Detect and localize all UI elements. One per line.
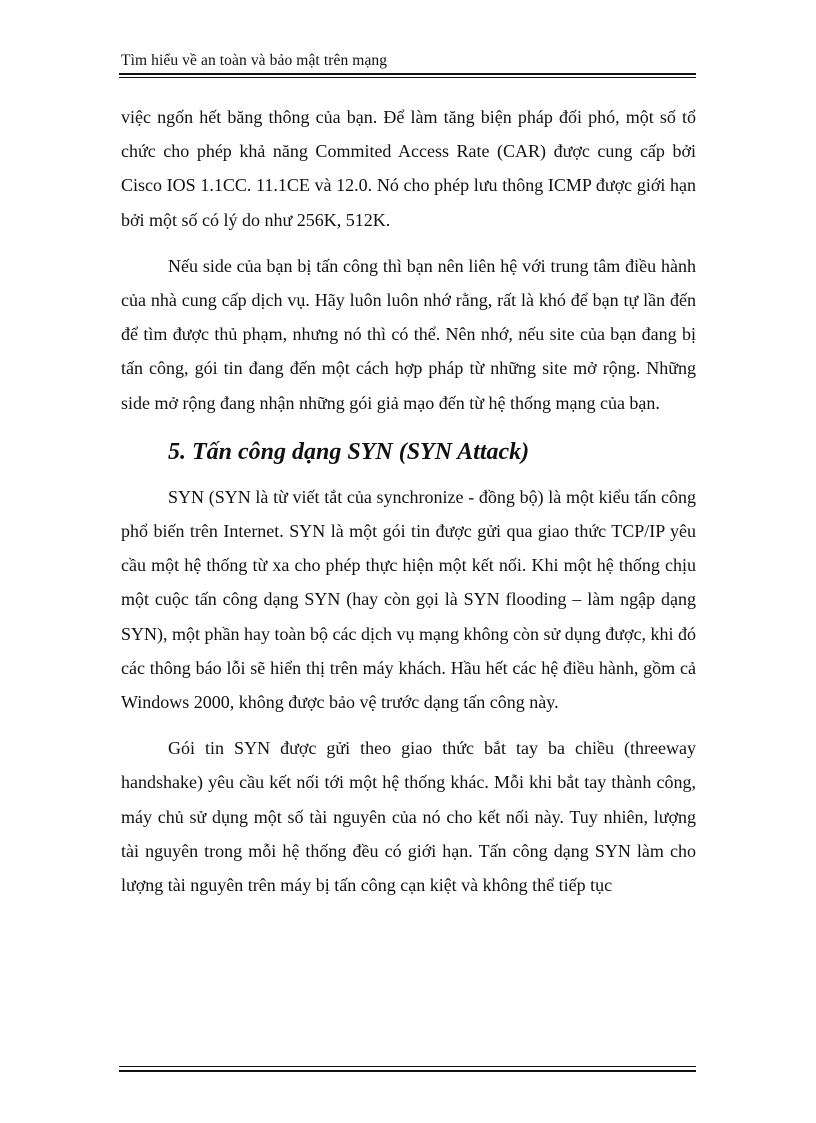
footer-rule: [119, 1066, 696, 1072]
header-rule: [119, 73, 696, 78]
paragraph-syn-definition: SYN (SYN là từ viết tắt của synchronize - đồng bộ) là một kiểu tấn công phổ biến trên Internet. SYN là một gói tin được gửi qua giao thức TCP/IP yêu cầu một hệ thống từ xa cho phép thực hiện một kết nối. Khi một hệ thống chịu một cuộc tấn công dạng SYN (hay còn gọi là SYN flooding – làm ngập dạng SYN), một phần hay toàn bộ các dịch vụ mạng không còn sử dụng được, khi đó các thông báo lỗi sẽ hiển thị trên máy khách. Hầu hết các hệ điều hành, gồm cả Windows 2000, không được bảo vệ trước dạng tấn công này.: [121, 486, 696, 713]
page-body: [121, 100, 696, 902]
running-header: Tìm hiểu về an toàn và bảo mật trên mạng: [121, 52, 388, 69]
paragraph-site-attack: Nếu side của bạn bị tấn công thì bạn nên liên hệ với trung tâm điều hành của nhà cung cấp dịch vụ. Hãy luôn luôn nhớ rằng, rất là khó để bạn tự lần đến để tìm được thủ phạm, nhưng nó thì có thể. Nên nhớ, nếu site của bạn đang bị tấn công, gói tin đang đến một cách hợp pháp từ những site mở rộng. Những side mở rộng đang nhận những gói giả mạo đến từ hệ thống mạng của bạn.: [121, 255, 696, 413]
paragraph-continuation: việc ngốn hết băng thông của bạn. Để làm tăng biện pháp đối phó, một số tổ chức cho phép khả năng Commited Access Rate (CAR) được cung cấp bởi Cisco IOS 1.1CC. 11.1CE và 12.0. Nó cho phép lưu thông ICMP được giới hạn bởi một số có lý do như 256K, 512K.: [121, 107, 696, 230]
section-heading: 5. Tấn công dạng SYN (SYN Attack): [168, 438, 530, 465]
paragraph-syn-handshake: Gói tin SYN được gửi theo giao thức bắt tay ba chiều (threeway handshake) yêu cầu kết nối tới một hệ thống khác. Mỗi khi bắt tay thành công, máy chủ sử dụng một số tài nguyên của nó cho kết nối này. Tuy nhiên, lượng tài nguyên trong mỗi hệ thống đều có giới hạn. Tấn công dạng SYN làm cho lượng tài nguyên trên máy bị tấn công cạn kiệt và không thể tiếp tục: [121, 738, 696, 896]
